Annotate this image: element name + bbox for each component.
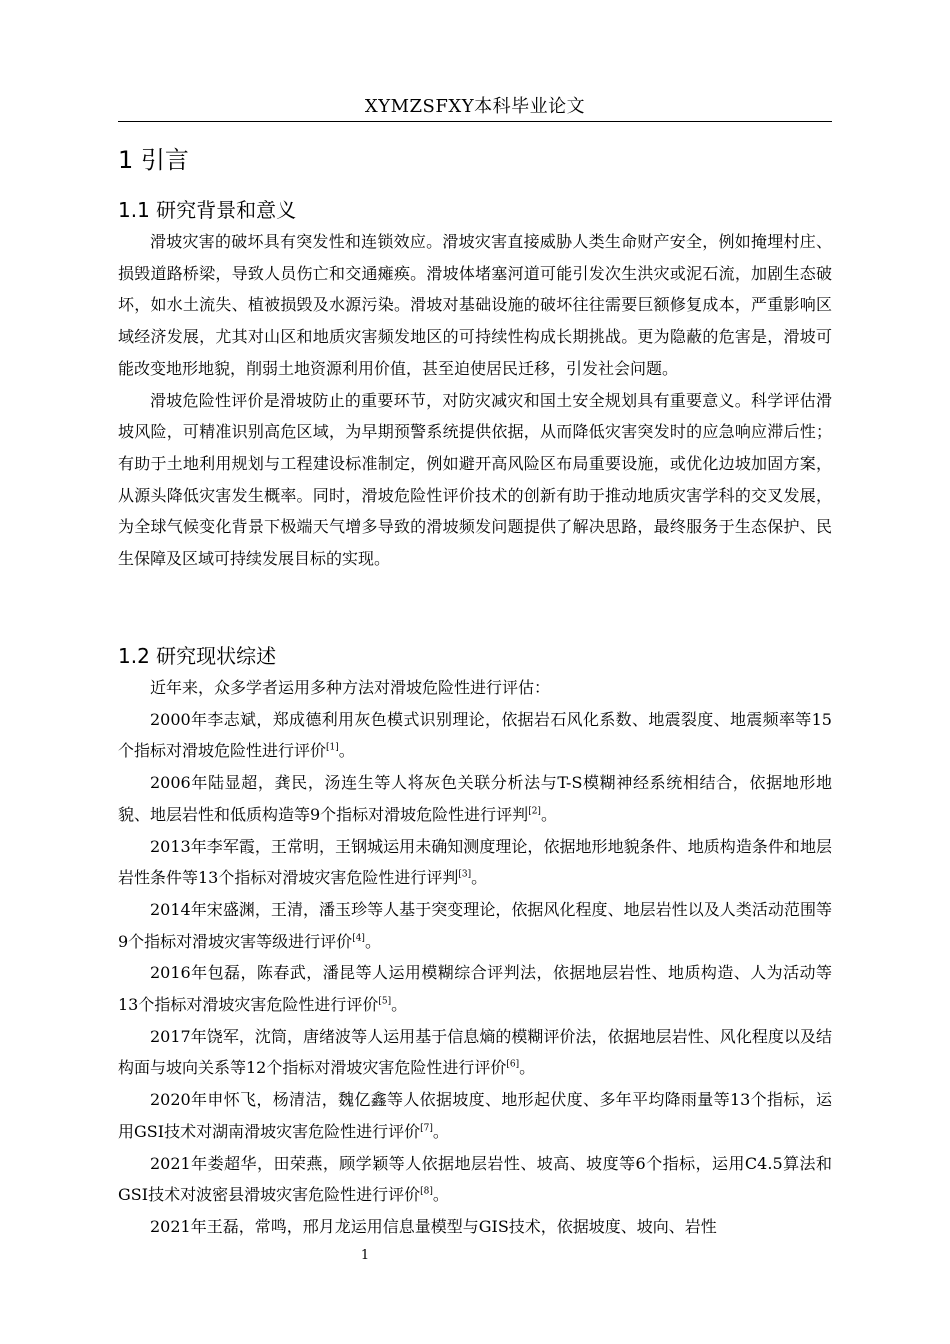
review-item-3 [118,831,832,894]
review-item-text: 2020年申怀飞，杨清洁，魏亿鑫等人依据坡度、地形起伏度、多年平均降雨量等13个指标，运用GSI技术对湖南滑坡灾害危险性进行评价 [118,1090,832,1141]
citation-ref: [8] [420,1186,433,1197]
page-number: 1 [360,1248,370,1263]
section-heading-1-2: 1.2 研究现状综述 [118,644,277,668]
citation-ref: [3] [458,869,472,880]
sentence-end: 。 [432,1121,449,1141]
review-item-6 [118,1021,832,1084]
background-text [118,226,832,575]
review-item-9 [118,1211,832,1243]
review-item-text: 2016年包磊，陈春武，潘昆等人运用模糊综合评判法，依据地层岩性、地质构造、人为活动等13个指标对滑坡灾害危险性进行评价 [118,963,832,1015]
citation-ref: [2] [528,806,541,817]
section-heading-1-1: 1.1 研究背景和意义 [118,198,297,222]
paragraph-background-1: 滑坡灾害的破坏具有突发性和连锁效应。滑坡灾害直接威胁人类生命财产安全，例如掩埋村庄、损毁道路桥梁，导致人员伤亡和交通瘫痪。滑坡体堵塞河道可能引发次生洪灾或泥石流，加剧生态破坏，如水土流失、植被损毁及水源污染。滑坡对基础设施的破坏往往需要巨额修复成本，严重影响区域经济发展，尤其对山区和地质灾害频发地区的可持续性构成长期挑战。更为隐蔽的危害是，滑坡可能改变地形地貌，削弱土地资源利用价值，甚至迫使居民迁移，引发社会问题。 [118,232,832,378]
running-header: XYMZSFXY本科毕业论文 [364,96,586,117]
review-item-text: 2017年饶军，沈筒，唐绪波等人运用基于信息熵的模糊评价法，依据地层岩性、风化程度以及结构面与坡向关系等12个指标对滑坡灾害危险性进行评价 [118,1026,832,1078]
review-item-text: 2014年宋盛渊，王清，潘玉珍等人基于突变理论，依据风化程度、地层岩性以及人类活动范围等9个指标对滑坡灾害等级进行评价 [118,899,832,951]
review-item-1 [118,704,832,767]
section-heading-1: 1 引言 [118,146,189,174]
review-item-5 [118,957,832,1020]
review-item-text: 2000年李志斌，郑成德利用灰色模式识别理论，依据岩石风化系数、地震裂度、地震频率等15个指标对滑坡危险性进行评价 [118,709,832,761]
citation-ref: [7] [420,1123,433,1134]
paragraph-background-2: 滑坡危险性评价是滑坡防止的重要环节，对防灾减灾和国土安全规划具有重要意义。科学评估滑坡风险，可精准识别高危区域，为早期预警系统提供依据，从而降低灾害突发时的应急响应滞后性；有助于土地利用规划与工程建设标准制定，例如避开高风险区布局重要设施，或优化边坡加固方案，从源头降低灾害发生概率。同时，滑坡危险性评价技术的创新有助于推动地质灾害学科的交叉发展，为全球气候变化背景下极端天气增多导致的滑坡频发问题提供了解决思路，最终服务于生态保护、民生保障及区域可持续发展目标的实现。 [118,390,832,569]
citation-ref: [4] [352,933,365,944]
citation-ref: [6] [506,1060,520,1071]
paragraph-review-intro: 近年来，众多学者运用多种方法对滑坡危险性进行评估： [150,678,551,697]
literature-review-text [118,672,832,1243]
sentence-end: 。 [432,1185,449,1205]
citation-ref: [1] [326,743,339,754]
sentence-end: 。 [540,804,557,824]
review-item-text: 2021年王磊，常鸣，邢月龙运用信息量模型与GIS技术，依据坡度、坡向、岩性 [150,1216,717,1236]
review-item-text: 2013年李军霞，王常明，王钢城运用未确知测度理论，依据地形地貌条件、地质构造条件和地层岩性条件等13个指标对滑坡灾害危险性进行评判 [118,836,832,888]
review-item-text: 2006年陆显超，龚民，汤连生等人将灰色关联分析法与T-S模糊神经系统相结合，依据地形地貌、地层岩性和低质构造等9个指标对滑坡危险性进行评判 [118,773,832,824]
review-item-4 [118,894,832,957]
review-item-8 [118,1148,832,1211]
sentence-end: 。 [471,868,488,888]
sentence-end: 。 [338,741,355,761]
review-item-text: 2021年娄超华，田荣燕，顾学颖等人依据地层岩性、坡高、坡度等6个指标，运用C4.5算法和GSI技术对波密县滑坡灾害危险性进行评价 [118,1153,832,1205]
sentence-end: 。 [364,931,381,951]
review-item-2 [118,767,832,830]
review-item-7 [118,1084,832,1147]
header-rule [118,121,832,122]
sentence-end: 。 [519,1058,536,1078]
citation-ref: [5] [378,996,392,1007]
sentence-end: 。 [391,995,408,1015]
